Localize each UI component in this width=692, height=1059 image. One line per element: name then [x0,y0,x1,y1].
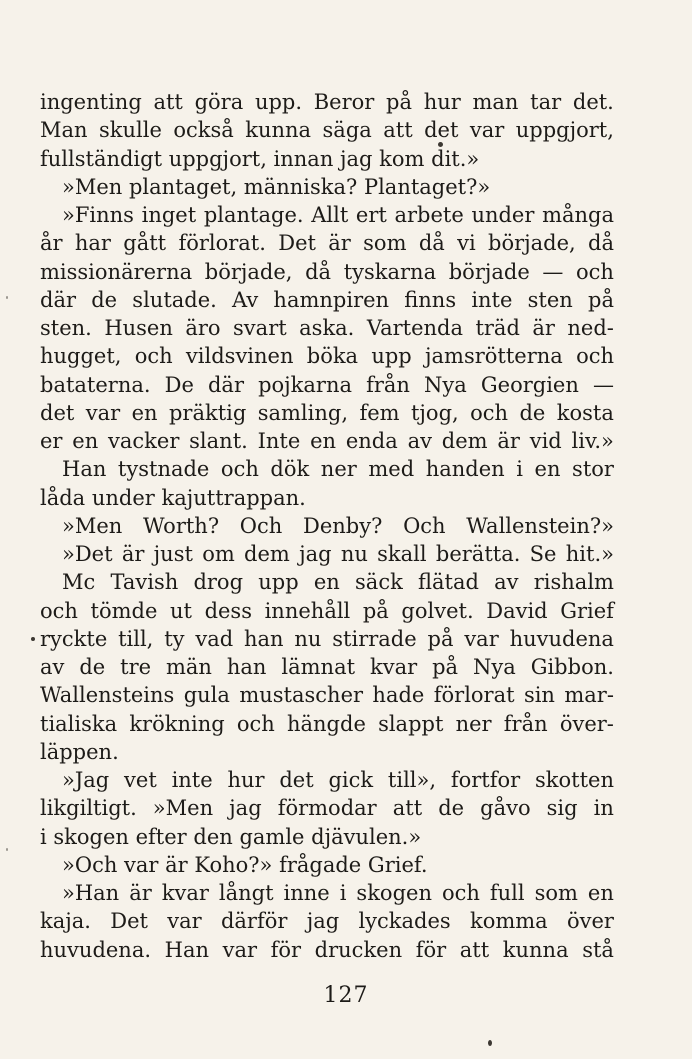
text-line: er en vacker slant. Inte en enda av dem är vid liv.» [40,429,614,453]
text-line: huvudena. Han var för drucken för att kunna stå [40,937,614,962]
print-speck [6,296,8,299]
text-line: sten. Husen äro svart aska. Vartenda träd är ned- [40,316,614,340]
text-line: Man skulle också kunna säga att det var uppgjort, [40,118,614,143]
text-line: år har gått förlorat. Det är som då vi började, då [40,231,614,256]
text-line: och tömde ut dess innehåll på golvet. David Grief [40,598,614,623]
print-speck [488,1040,492,1046]
text-line: »Men plantaget, människa? Plantaget?» [62,174,491,199]
text-line: »Men Worth? Och Denby? Och Wallenstein?» [62,513,614,538]
text-line: missionärerna började, då tyskarna började — och [40,259,614,284]
text-line: i skogen efter den gamle djävulen.» [40,824,422,849]
print-speck [438,142,443,147]
text-line: tialiska krökning och hängde slappt ner från över- [40,711,614,736]
text-line: »Finns inget plantage. Allt ert arbete under många [62,203,614,227]
text-line: »Han är kvar långt inne i skogen och full som en [62,881,614,905]
text-line: av de tre män han lämnat kvar på Nya Gibbon. [40,655,614,679]
page-number: 127 [323,983,369,1008]
text-line: ingenting att göra upp. Beror på hur man tar det. [40,90,614,114]
text-line: Han tystnade och dök ner med handen i en stor [62,457,614,482]
text-line: »Det är just om dem jag nu skall berätta. Se hit.» [62,542,614,566]
print-speck [31,637,35,641]
text-line: det var en präktig samling, fem tjog, och de kosta [40,400,614,425]
text-line: hugget, och vildsvinen böka upp jamsrötterna och [40,344,614,369]
text-line: Mc Tavish drog upp en säck flätad av rishalm [62,570,614,595]
text-line: ryckte till, ty vad han nu stirrade på var huvudena [40,626,614,651]
text-line: låda under kajuttrappan. [40,485,306,510]
print-speck [6,848,8,851]
text-line: bataterna. De där pojkarna från Nya Georgien — [40,372,614,397]
text-line: »Jag vet inte hur det gick till», fortfor skotten [62,768,614,792]
text-line: kaja. Det var därför jag lyckades komma över [40,909,614,934]
body-text [40,88,614,964]
text-line: likgiltigt. »Men jag förmodar att de gåvo sig in [40,796,614,821]
text-line: fullständigt uppgjort, innan jag kom dit.» [40,146,480,171]
text-line: Wallensteins gula mustascher hade förlorat sin mar- [40,683,614,708]
text-line: »Och var är Koho?» frågade Grief. [62,852,428,877]
text-line: där de slutade. Av hamnpiren finns inte sten på [40,287,614,312]
text-line: läppen. [40,739,119,764]
